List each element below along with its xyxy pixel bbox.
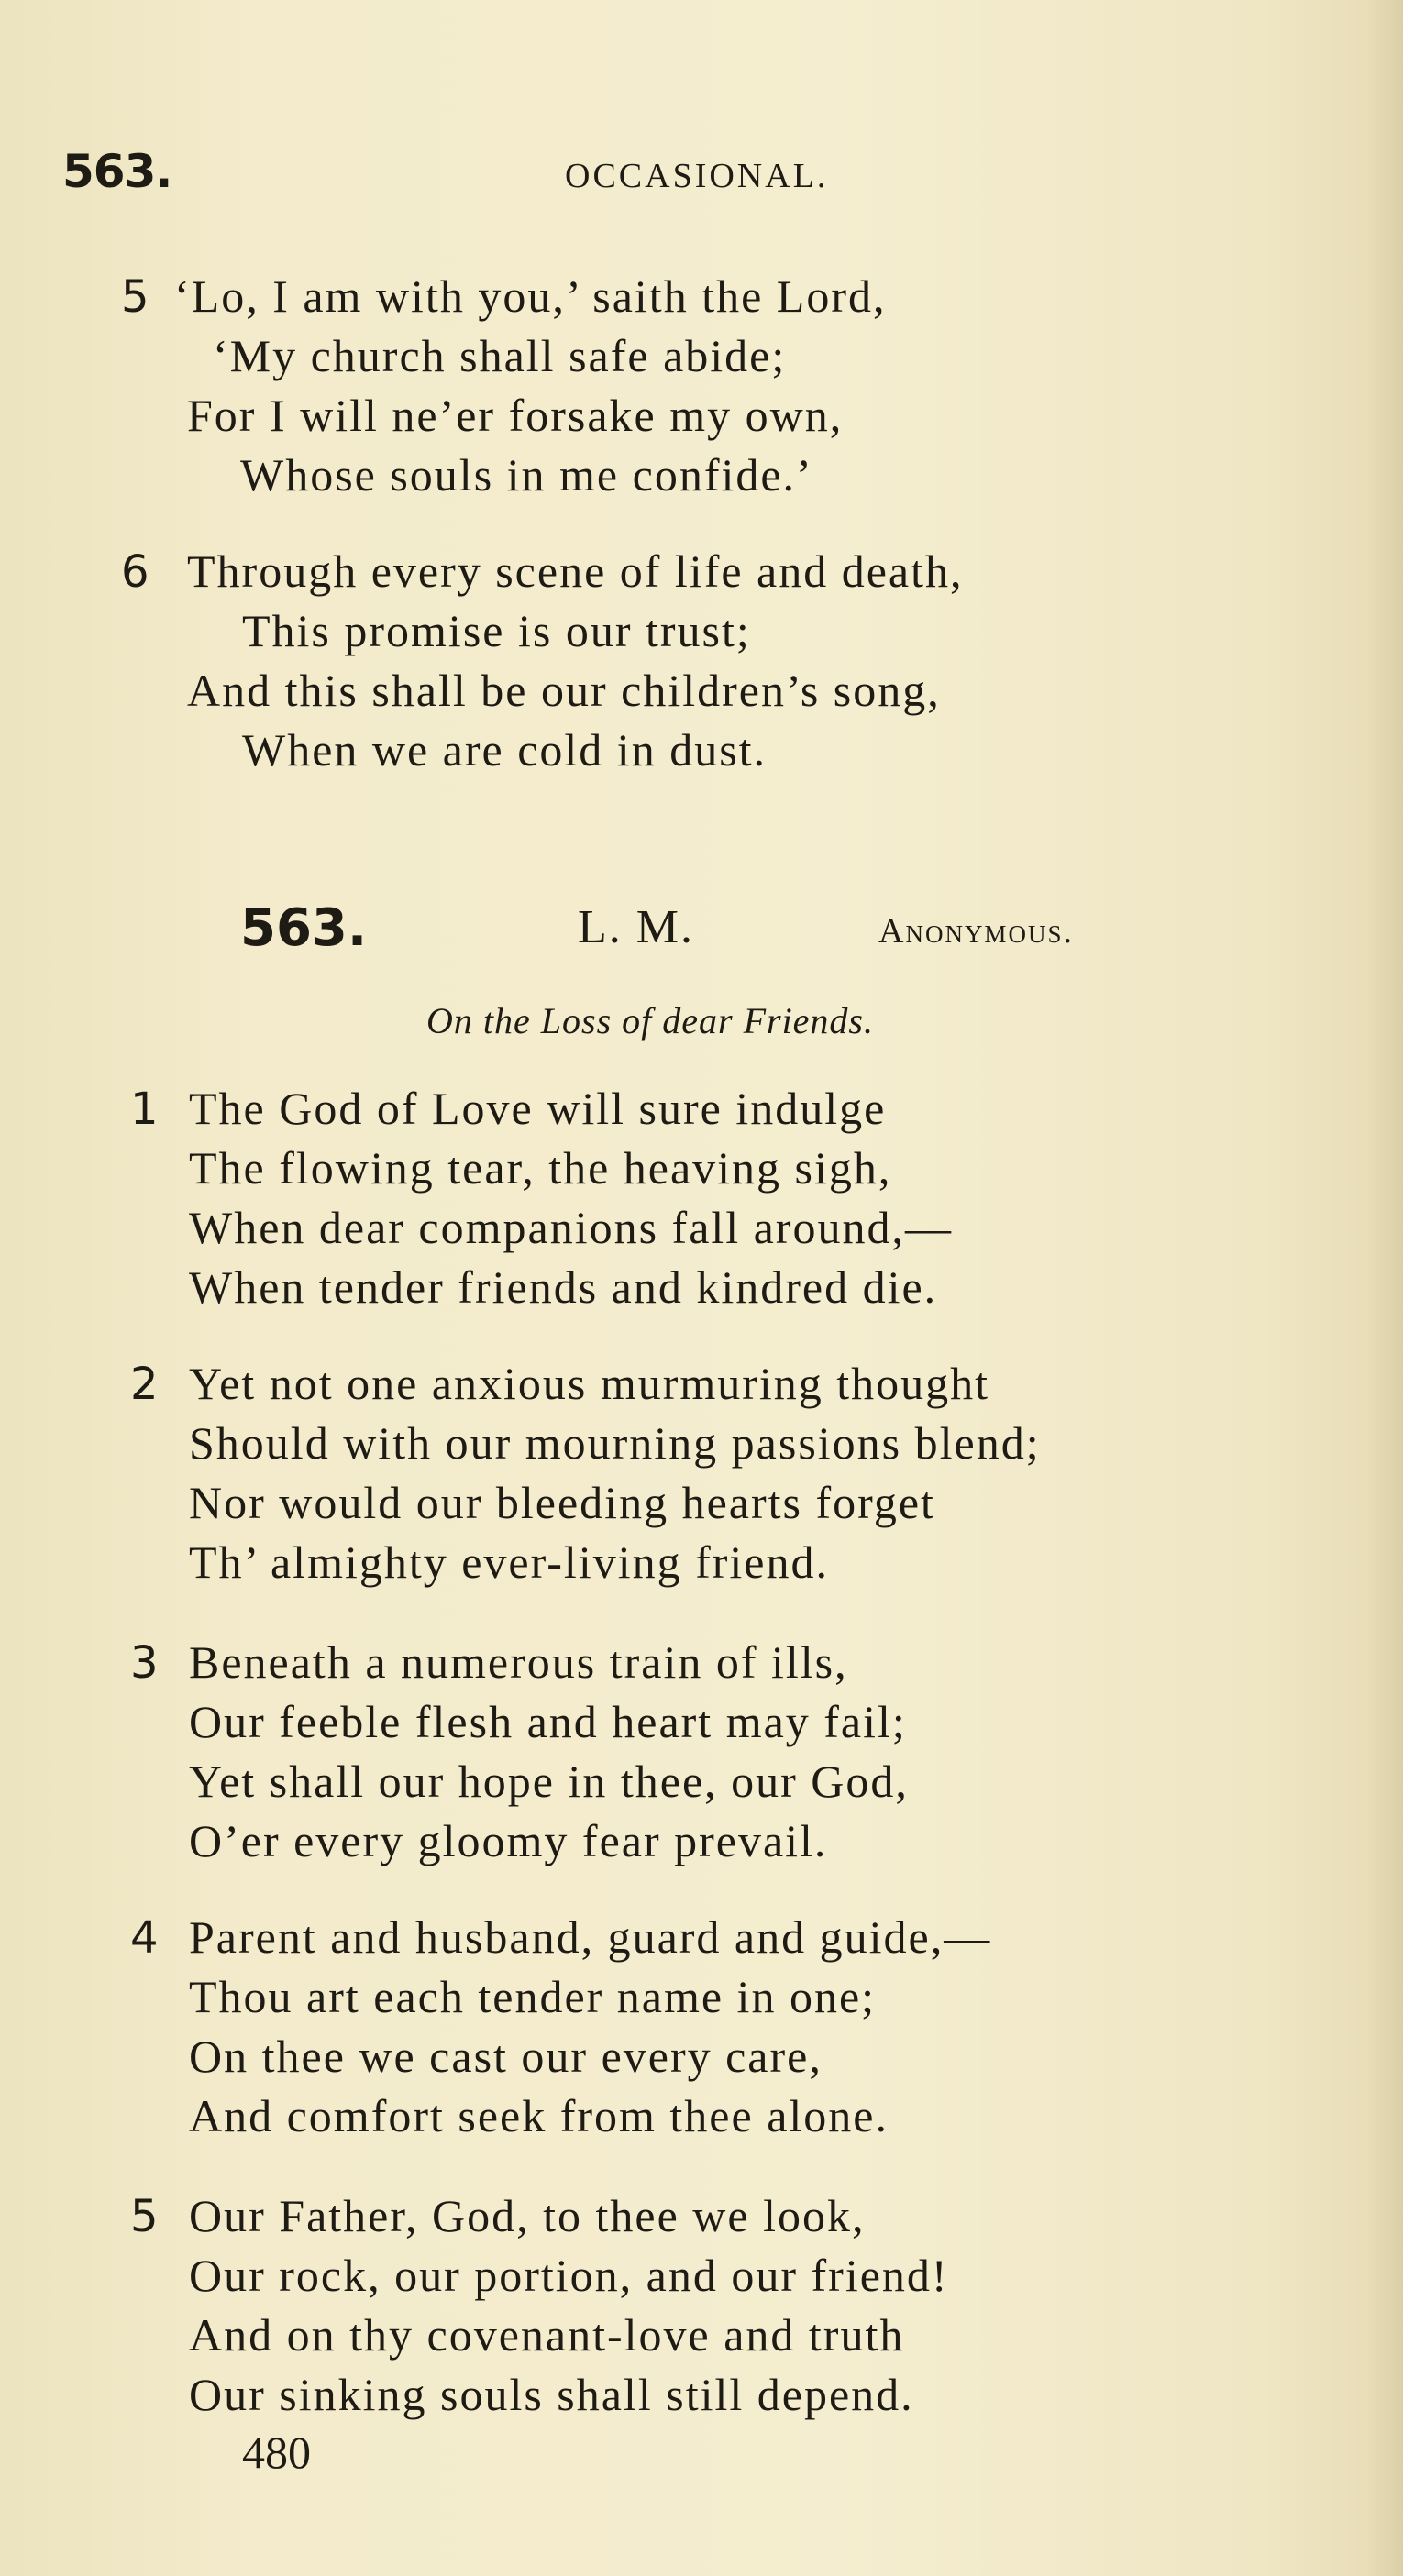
verse-line: Our Father, God, to thee we look, [189, 2190, 866, 2241]
verse-number: 5 [121, 271, 149, 323]
verse-line: Parent and husband, guard and guide,— [189, 1911, 992, 1963]
running-head-number: 563. [62, 145, 172, 198]
verse-line: Should with our mourning passions blend; [189, 1417, 1041, 1469]
verse-line: Through every scene of life and death, [187, 545, 964, 597]
verse-line: Beneath a numerous train of ills, [189, 1636, 848, 1688]
hymn-number: 563. [240, 898, 368, 958]
verse-line: Whose souls in me confide.’ [240, 449, 813, 501]
verse-number: 6 [121, 546, 149, 598]
verse-line: Thou art each tender name in one; [189, 1971, 877, 2022]
verse-line: Nor would our bleeding hearts forget [189, 1477, 935, 1528]
verse-line: The God of Love will sure indulge [189, 1083, 887, 1134]
verse-number: 3 [130, 1637, 159, 1689]
verse-line: This promise is our trust; [242, 605, 751, 656]
verse-line: For I will ne’er forsake my own, [187, 390, 844, 441]
page-edge-shadow [1364, 0, 1403, 2576]
verse-number: 1 [130, 1084, 159, 1135]
running-head-title: OCCASIONAL. [565, 157, 829, 195]
verse-line: On thee we cast our every care, [189, 2031, 823, 2082]
verse-line: O’er every gloomy fear prevail. [189, 1815, 828, 1866]
verse-line: The flowing tear, the heaving sigh, [189, 1142, 892, 1194]
verse-line: Yet shall our hope in thee, our God, [189, 1756, 909, 1807]
verse-line: ‘My church shall safe abide; [213, 330, 787, 381]
verse-line: Our feeble flesh and heart may fail; [189, 1696, 907, 1747]
verse-line: Th’ almighty ever-living friend. [189, 1536, 829, 1588]
verse-line: Yet not one anxious murmuring thought [189, 1358, 990, 1409]
verse-number: 5 [130, 2191, 159, 2242]
verse-line: And comfort seek from thee alone. [189, 2090, 889, 2141]
verse-number: 2 [130, 1359, 159, 1410]
verse-line: When we are cold in dust. [242, 724, 768, 776]
verse-line: And this shall be our children’s song, [187, 665, 941, 716]
verse-line: And on thy covenant-love and truth [189, 2309, 905, 2361]
verse-line: ‘Lo, I am with you,’ saith the Lord, [174, 270, 887, 322]
verse-number: 4 [130, 1912, 159, 1964]
verse-line: When dear companions fall around,— [189, 1202, 954, 1253]
running-head [62, 145, 888, 209]
hymn-subtitle: On the Loss of dear Friends. [426, 1000, 874, 1041]
verse-line: Our rock, our portion, and our friend! [189, 2250, 949, 2301]
hymn-author: Anonymous. [878, 912, 1074, 951]
page-number: 480 [242, 2427, 311, 2478]
verse-line: When tender friends and kindred die. [189, 1261, 938, 1313]
hymn-meter: L. M. [578, 901, 694, 953]
verse-line: Our sinking souls shall still depend. [189, 2369, 914, 2420]
hymn-heading [0, 898, 1403, 963]
